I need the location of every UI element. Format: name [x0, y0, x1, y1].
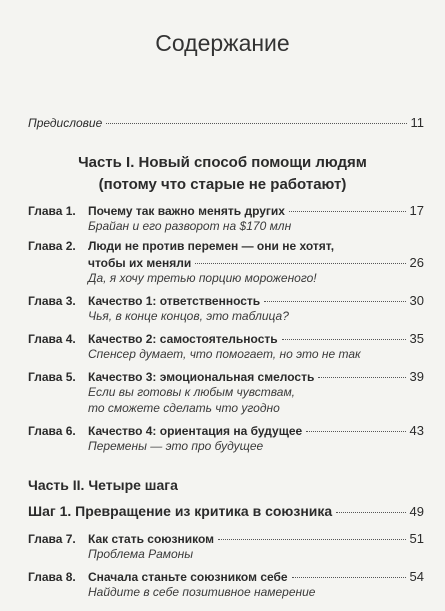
chapter-title: Сначала станьте союзником себе	[88, 570, 288, 584]
chapter-subtitle: Брайан и его разворот на $170 млн	[88, 219, 292, 233]
dot-leader	[106, 123, 406, 124]
toc-entry-chapter-1[interactable]	[28, 203, 424, 218]
dot-leader	[318, 377, 405, 378]
toc-entry-chapter-3[interactable]	[28, 293, 424, 308]
toc-entry-chapter-5[interactable]	[28, 369, 424, 384]
part-2-title: Часть II. Четыре шага	[28, 477, 178, 493]
toc-entry-chapter-2[interactable]	[28, 239, 424, 253]
part-1-title: Часть I. Новый способ помощи людям	[78, 154, 367, 171]
dot-leader	[282, 339, 406, 340]
dot-leader	[218, 539, 405, 540]
dot-leader	[264, 301, 405, 302]
chapter-subtitle-cont: то сможете сделать что угодно	[88, 401, 280, 415]
toc-entry-preface[interactable]	[28, 115, 424, 130]
page-number: 54	[409, 569, 424, 584]
page-title: Содержание	[155, 30, 290, 56]
chapter-title: Как стать союзником	[88, 532, 215, 546]
page-number: 11	[410, 115, 424, 130]
toc-entry-chapter-8[interactable]	[28, 569, 424, 584]
chapter-title: Почему так важно менять других	[88, 204, 285, 218]
chapter-subtitle: Проблема Рамоны	[88, 547, 194, 561]
chapter-title: Качество 3: эмоциональная смелость	[88, 370, 315, 384]
chapter-title: Качество 2: самостоятельность	[88, 332, 278, 346]
chapter-title: Люди не против перемен — они не хотят,	[88, 239, 335, 253]
chapter-subtitle: Перемены — это про будущее	[88, 439, 264, 453]
page-number: 43	[409, 423, 424, 438]
chapter-label: Глава 3.	[28, 294, 76, 308]
step-title: Шаг 1. Превращение из критика в союзника	[28, 503, 333, 519]
chapter-label: Глава 5.	[28, 370, 76, 384]
chapter-label: Глава 2.	[28, 239, 76, 253]
chapter-label: Глава 7.	[28, 532, 76, 546]
page-number: 35	[409, 331, 424, 346]
chapter-title: Качество 1: ответственность	[88, 294, 261, 308]
chapter-title: Качество 4: ориентация на будущее	[88, 424, 303, 438]
chapter-subtitle: Спенсер думает, что помогает, но это не так	[88, 347, 361, 361]
dot-leader	[195, 263, 405, 264]
dot-leader	[336, 512, 405, 513]
chapter-title-cont: чтобы их меняли	[88, 256, 192, 270]
chapter-subtitle: Чья, в конце концов, это таблица?	[88, 309, 289, 323]
chapter-label: Глава 6.	[28, 424, 76, 438]
page-number: 26	[409, 255, 424, 270]
chapter-subtitle: Да, я хочу третью порцию мороженого!	[88, 271, 317, 285]
chapter-subtitle: Найдите в себе позитивное намерение	[88, 585, 316, 599]
page-number: 30	[409, 293, 424, 308]
page-number: 39	[409, 369, 424, 384]
dot-leader	[289, 211, 406, 212]
toc-entry-chapter-4[interactable]	[28, 331, 424, 346]
toc-entry-chapter-7[interactable]	[28, 531, 424, 546]
toc-entry-chapter-6[interactable]	[28, 423, 424, 438]
toc-entry-chapter-2-cont[interactable]	[88, 255, 424, 270]
part-1-subtitle: (потому что старые не работают)	[98, 176, 347, 193]
chapter-subtitle: Если вы готовы к любым чувствам,	[88, 385, 295, 399]
dot-leader	[306, 431, 405, 432]
chapter-label: Глава 4.	[28, 332, 76, 346]
preface-label: Предисловие	[28, 116, 103, 130]
toc-entry-step-1[interactable]	[28, 503, 424, 519]
page-number: 49	[409, 504, 424, 519]
page-number: 17	[409, 203, 424, 218]
chapter-label: Глава 8.	[28, 570, 76, 584]
chapter-label: Глава 1.	[28, 204, 76, 218]
page-number: 51	[409, 531, 424, 546]
dot-leader	[292, 577, 406, 578]
